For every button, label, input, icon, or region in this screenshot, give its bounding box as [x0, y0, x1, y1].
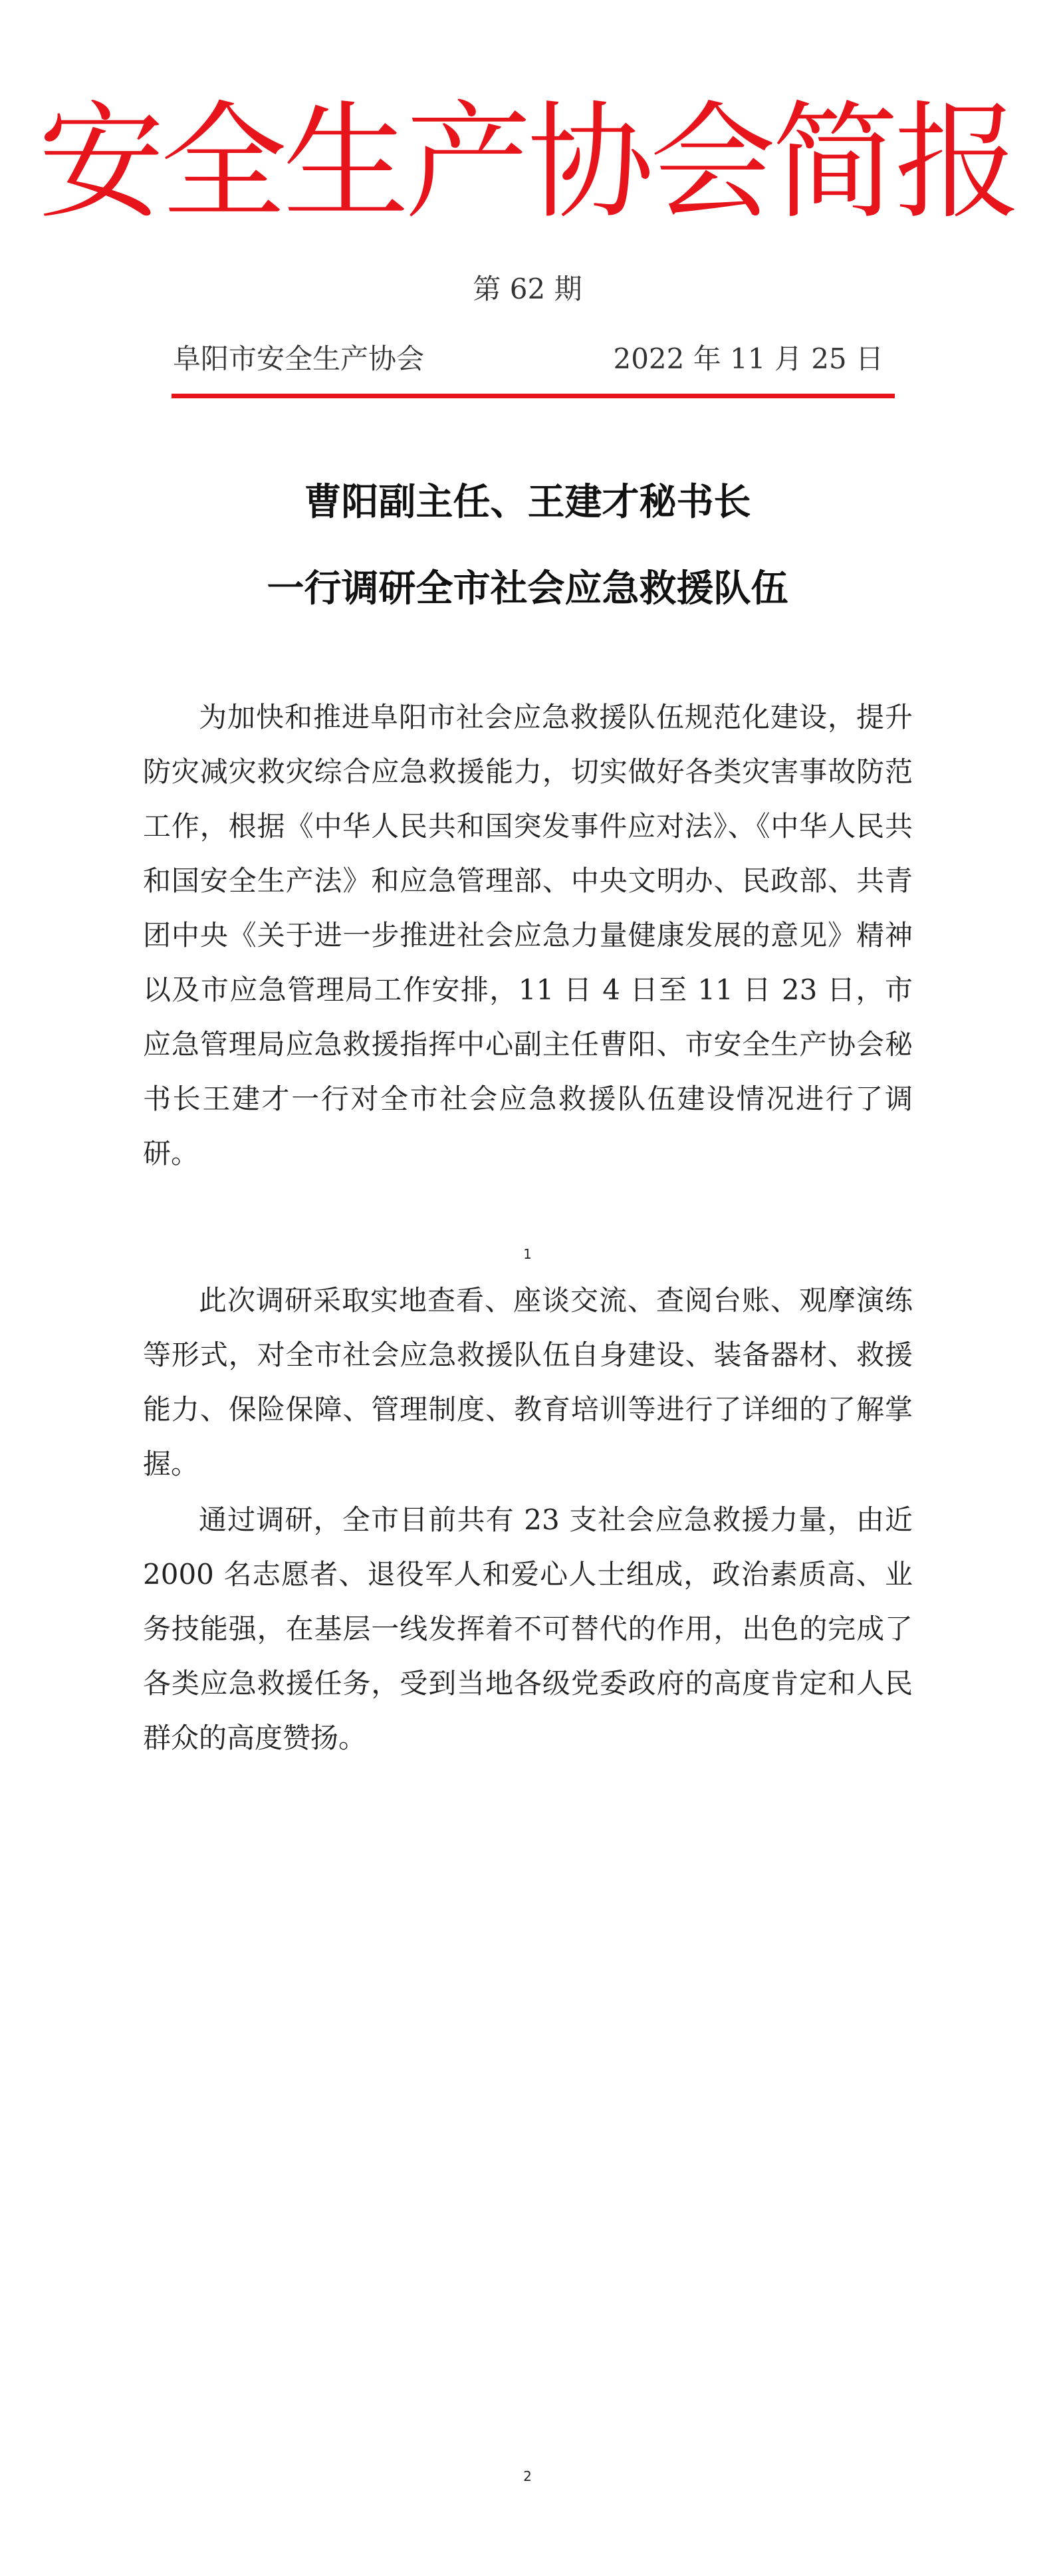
- article-paragraph-2: 此次调研采取实地查看、座谈交流、查阅台账、观摩演练等形式，对全市社会应急救援队伍自身建设、装备器材、救援能力、保险保障、管理制度、教育培训等进行了详细的了解掌握。: [143, 1284, 913, 1480]
- article-title-line-2: 一行调研全市社会应急救援队伍: [267, 567, 788, 610]
- page-number-1: 1: [523, 1246, 532, 1262]
- article-title-line-1: 曹阳副主任、王建才秘书长: [304, 480, 751, 524]
- issuing-organization: 阜阳市安全生产协会: [173, 342, 425, 375]
- article-paragraph-1: 为加快和推进阜阳市社会应急救援队伍规范化建设，提升防灾减灾救灾综合应急救援能力，切实做好各类灾害事故防范工作，根据《中华人民共和国突发事件应对法》、《中华人民共和国安全生产法》和应急管理部、中央文明办、民政部、共青团中央《关于进一步推进社会应急力量健康发展的意见》精神以及市应急管理局工作安排，11 日 4 日至 11 日 23 日，市应急管理局应急救援指挥中心副主任曹阳、市安全生产协会秘书长王建才一行对全市社会应急救援队伍建设情况进行了调研。: [143, 701, 913, 1170]
- issue-number: 第 62 期: [473, 273, 582, 305]
- red-divider: [172, 394, 895, 398]
- article-paragraph-3: 通过调研，全市目前共有 23 支社会应急救援力量，由近 2000 名志愿者、退役军人和爱心人士组成，政治素质高、业务技能强，在基层一线发挥着不可替代的作用，出色的完成了各类应急救援任务，受到当地各级党委政府的高度肯定和人民群众的高度赞扬。: [143, 1503, 913, 1754]
- page-number-2: 2: [523, 2468, 532, 2484]
- masthead-title: 安全生产协会简报: [38, 89, 1017, 236]
- issue-date: 2022 年 11 月 25 日: [613, 342, 883, 375]
